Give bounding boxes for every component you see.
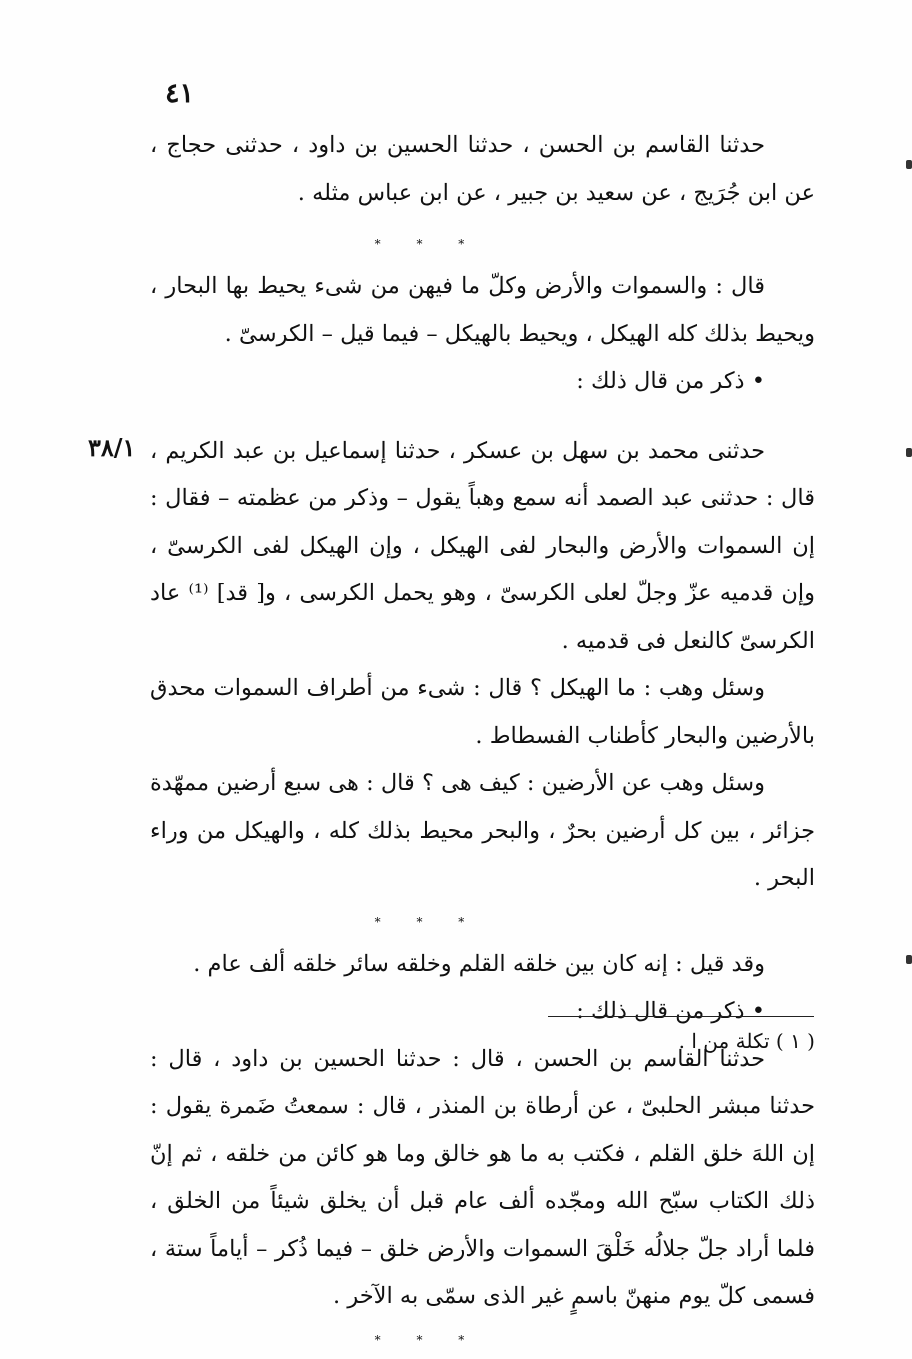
paragraph: قال : والسموات والأرض وكلّ ما فيهن من شىء يحيط بها البحار ، ويحيط بذلك كله الهيكل ، ويحيط بالهيكل – فيما قيل – الكرسىّ . <box>150 273 815 347</box>
paragraph: وسئل وهب عن الأرضين : كيف هى ؟ قال : هى سبع أرضين ممهّدة جزائر ، بين كل أرضين بحرٌ ، والبحر محيط بذلك كله ، والهيكل من وراء البحر . <box>150 770 815 891</box>
paragraph: وسئل وهب : ما الهيكل ؟ قال : شىء من أطراف السموات محدق بالأرضين والبحار كأطناب الفسطاط . <box>150 675 815 749</box>
section-separator: * * * <box>374 237 481 251</box>
scan-mark <box>906 160 912 169</box>
footnote: ( ١ ) تكلة من ا . <box>678 1029 815 1053</box>
subheading: • ذكر من قال ذلك : <box>576 998 765 1024</box>
main-text <box>150 122 815 1359</box>
section-separator: * * * <box>374 1332 481 1347</box>
scan-mark <box>906 448 912 457</box>
section-separator: * * * <box>374 914 481 929</box>
paragraph: حدثنى محمد بن سهل بن عسكر ، حدثنا إسماعيل بن عبد الكريم ، قال : حدثنى عبد الصمد أنه سمع وهباً يقول – وذكر من عظمته – فقال : إن السموات والأرض والبحار لفى الهيكل ، وإن الهيكل لفى الكرسىّ ، وإن قدميه عزّ وجلّ لعلى الكرسىّ ، وهو يحمل الكرسى ، و[ قد] ⁽¹⁾ عاد الكرسىّ كالنعل فى قدميه . <box>150 437 815 654</box>
paragraph: حدثنا القاسم بن الحسن ، حدثنا الحسين بن داود ، حدثنى حجاج ، عن ابن جُرَيج ، عن سعيد بن جبير ، عن ابن عباس مثله . <box>150 132 815 206</box>
paragraph: حدثنا القاسم بن الحسن ، قال : حدثنا الحسين بن داود ، قال : حدثنا مبشر الحلبىّ ، عن أرطاة بن المنذر ، قال : سمعتُ ضَمرة يقول : إن اللهَ خلق القلم ، فكتب به ما هو خالق وما هو كائن من خلقه ، ثم إنّ ذلك الكتاب سبّح الله ومجّده ألف عام قبل أن يخلق شيئاً من الخلق ، فلما أراد جلّ جلالُه خَلْقَ السموات والأرض خلق – فيما ذُكر – أياماً ستة ، فسمى كلّ يوم منهنّ باسمٍ غير الذى سمّى به الآخر . <box>150 1045 815 1309</box>
page-number: ٤١ <box>165 78 195 109</box>
subheading: • ذكر من قال ذلك : <box>576 368 765 394</box>
scan-mark <box>906 955 912 964</box>
paragraph: وقد قيل : إنه كان بين خلقه القلم وخلقه سائر خلقه ألف عام . <box>193 950 765 977</box>
margin-reference: ٣٨/١ <box>88 433 136 462</box>
footnote-rule <box>548 1016 814 1017</box>
